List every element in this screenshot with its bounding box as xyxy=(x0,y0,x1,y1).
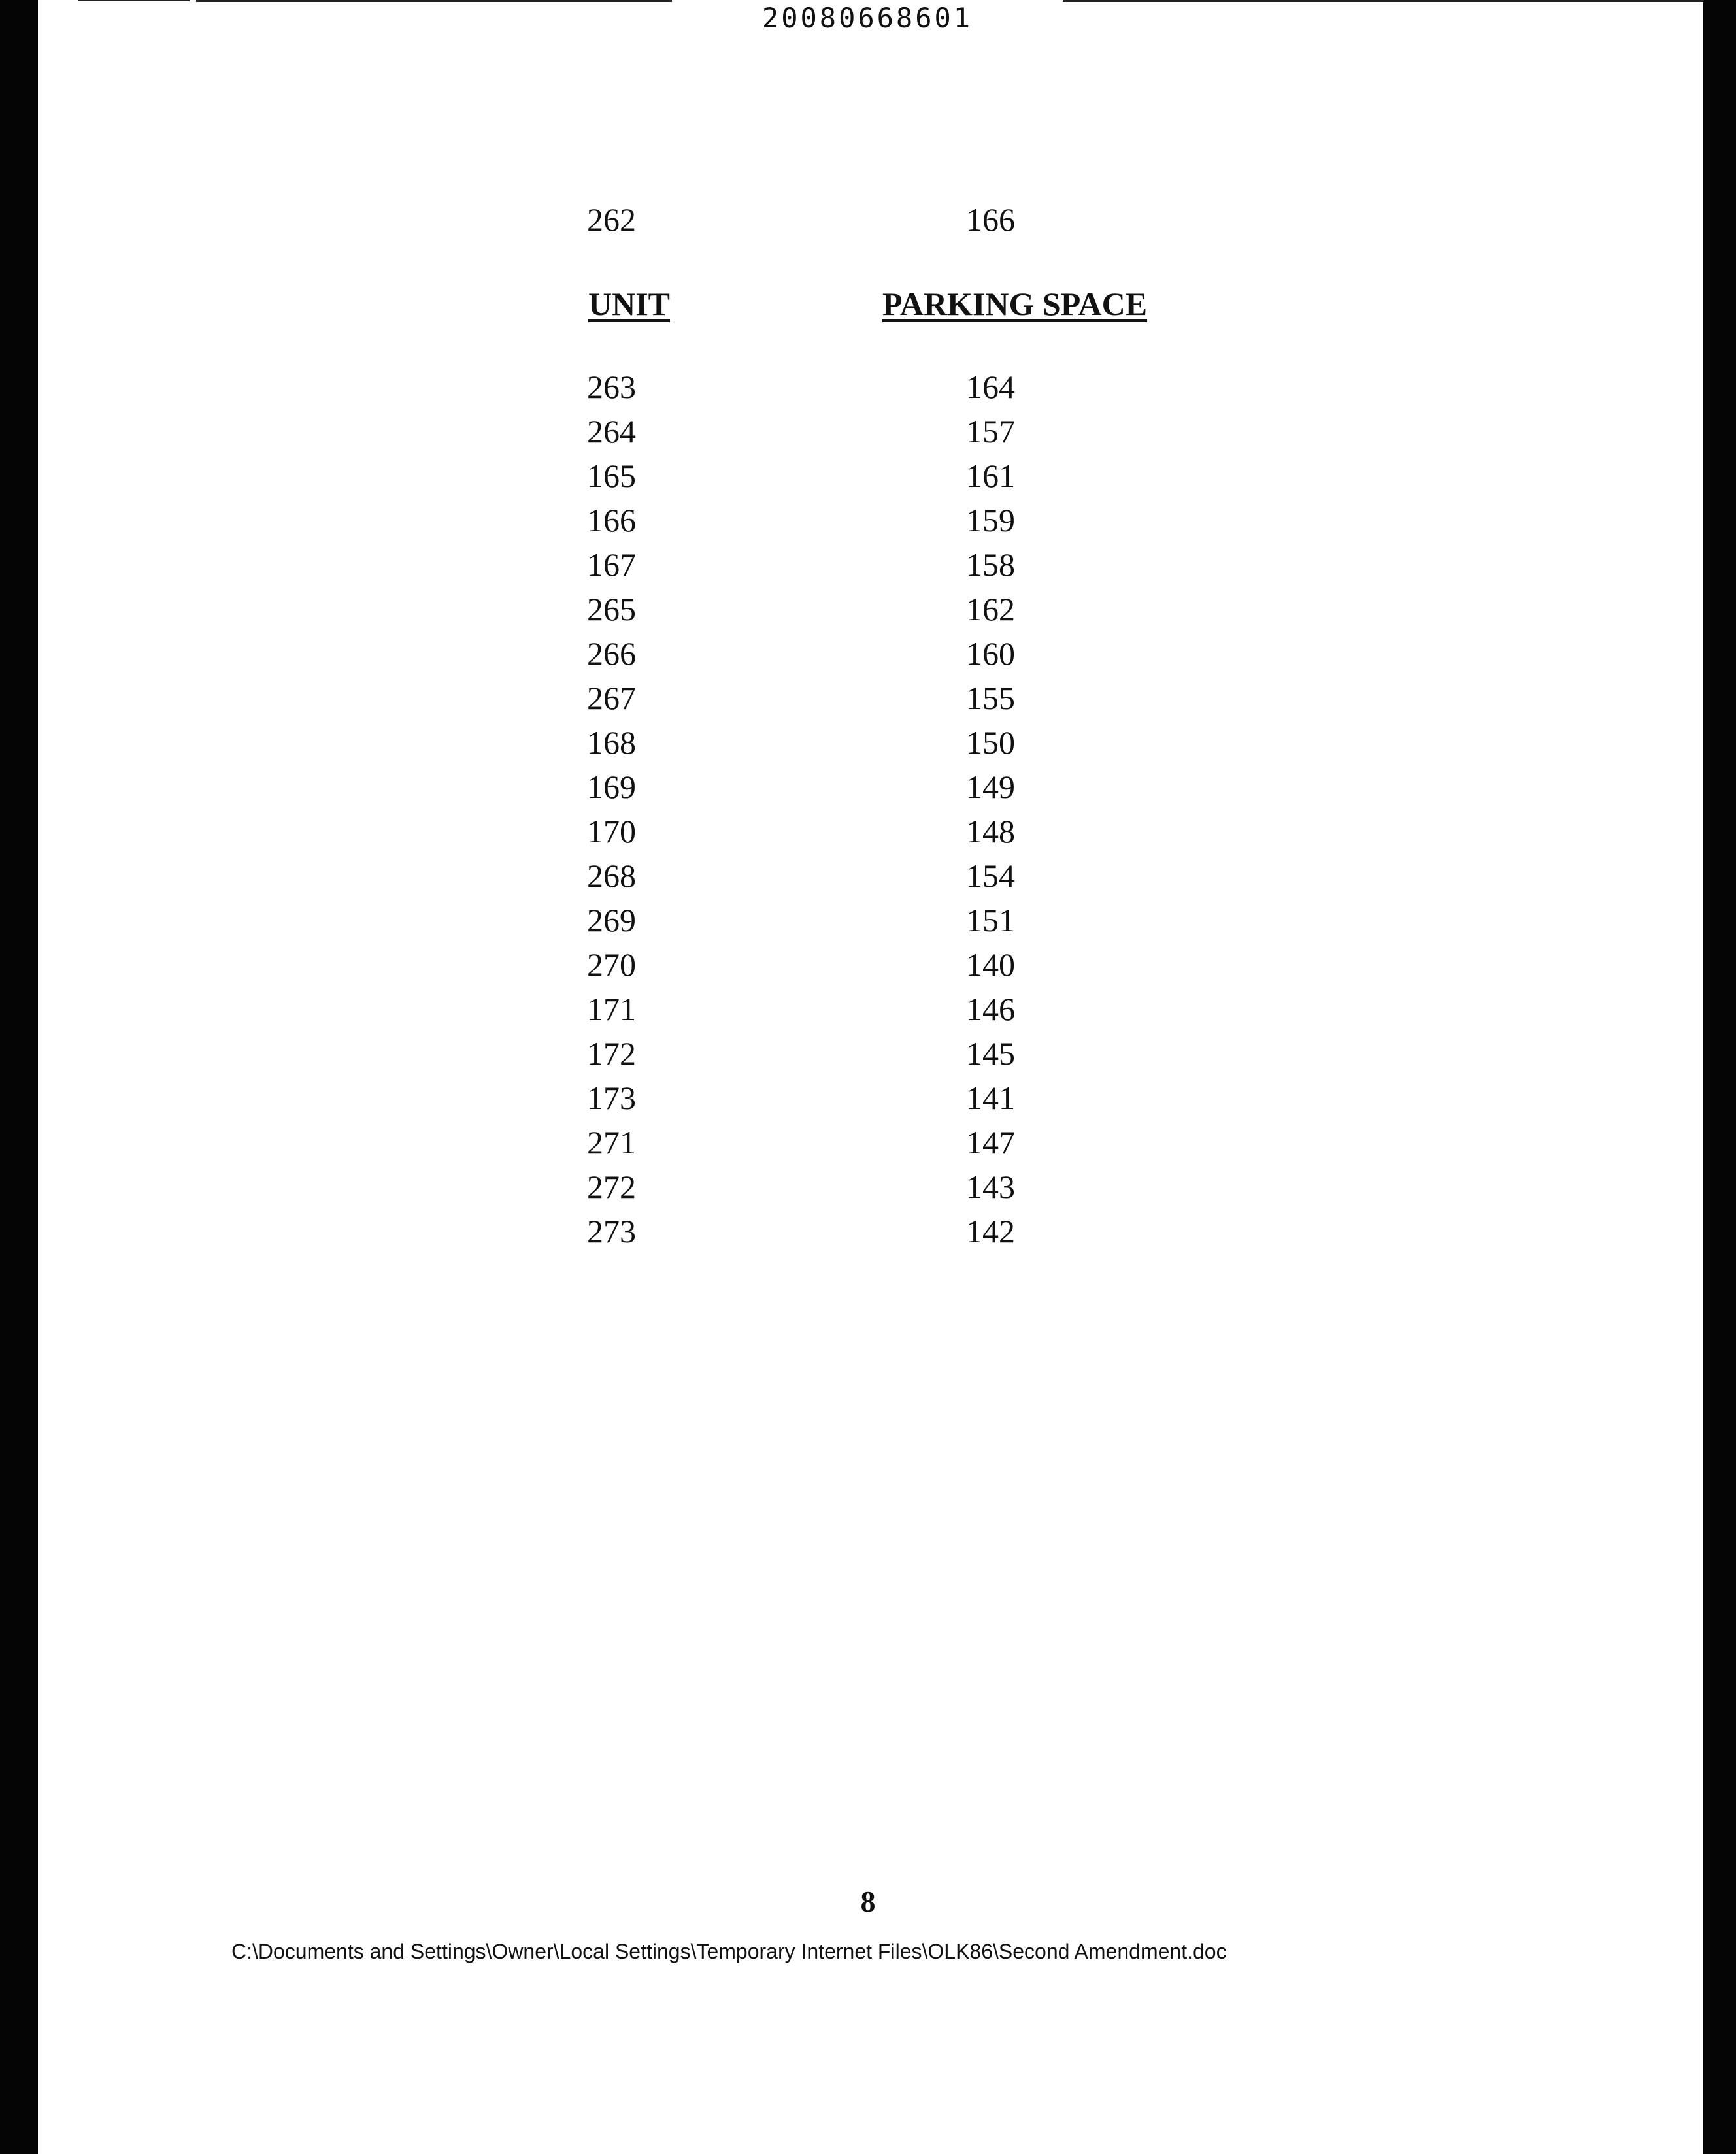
parking-space-cell: 161 xyxy=(966,457,1015,494)
unit-cell: 170 xyxy=(587,813,636,850)
table-row xyxy=(0,631,1736,676)
parking-space-cell: 164 xyxy=(966,369,1015,405)
unit-cell: 267 xyxy=(587,680,636,716)
unit-cell: 172 xyxy=(587,1035,636,1072)
unit-header: UNIT xyxy=(588,286,671,322)
parking-space-cell: 140 xyxy=(966,946,1015,983)
unit-cell: 270 xyxy=(587,946,636,983)
unit-cell: 269 xyxy=(587,902,636,938)
unit-cell: 268 xyxy=(587,857,636,894)
table-row xyxy=(0,365,1736,409)
unit-cell: 273 xyxy=(587,1213,636,1250)
parking-space-cell: 158 xyxy=(966,546,1015,583)
unit-cell: 169 xyxy=(587,769,636,805)
table-row xyxy=(0,498,1736,542)
unit-cell: 173 xyxy=(587,1080,636,1116)
parking-space-cell: 157 xyxy=(966,413,1015,450)
table-row xyxy=(0,1209,1736,1253)
unit-cell: 167 xyxy=(587,546,636,583)
parking-space-cell: 154 xyxy=(966,857,1015,894)
table-row xyxy=(0,809,1736,853)
table-row xyxy=(0,942,1736,987)
unit-cell: 171 xyxy=(587,991,636,1027)
unit-cell: 264 xyxy=(587,413,636,450)
parking-space-cell: 150 xyxy=(966,724,1015,761)
table-header xyxy=(0,281,1736,327)
page-number: 8 xyxy=(860,1885,876,1918)
parking-space-cell: 141 xyxy=(966,1080,1015,1116)
table-row xyxy=(0,409,1736,454)
top-pair-parking-space: 166 xyxy=(966,201,1015,238)
table-row xyxy=(0,853,1736,898)
table-row xyxy=(0,1031,1736,1076)
parking-space-cell: 155 xyxy=(966,680,1015,716)
document-number: 20080668601 xyxy=(761,2,973,34)
table-row xyxy=(0,1076,1736,1120)
table-row xyxy=(0,454,1736,498)
top-rule-right xyxy=(1063,0,1703,2)
parking-space-cell: 145 xyxy=(966,1035,1015,1072)
parking-space-cell: 149 xyxy=(966,769,1015,805)
table-row xyxy=(0,720,1736,765)
unit-cell: 166 xyxy=(587,502,636,538)
table-row xyxy=(0,765,1736,809)
parking-space-cell: 146 xyxy=(966,991,1015,1027)
top-pair-unit: 262 xyxy=(587,201,636,238)
parking-space-cell: 159 xyxy=(966,502,1015,538)
table-row xyxy=(0,898,1736,942)
parking-space-header: PARKING SPACE xyxy=(882,286,1148,322)
unit-cell: 271 xyxy=(587,1124,636,1161)
top-rule-left xyxy=(196,0,672,2)
parking-space-cell: 151 xyxy=(966,902,1015,938)
unit-cell: 272 xyxy=(587,1168,636,1205)
table-row xyxy=(0,987,1736,1031)
unit-cell: 266 xyxy=(587,635,636,672)
unit-cell: 168 xyxy=(587,724,636,761)
table-row xyxy=(0,676,1736,720)
parking-space-cell: 160 xyxy=(966,635,1015,672)
table-row xyxy=(0,542,1736,587)
parking-space-cell: 148 xyxy=(966,813,1015,850)
unit-cell: 265 xyxy=(587,591,636,627)
table-row xyxy=(0,1120,1736,1165)
parking-space-cell: 147 xyxy=(966,1124,1015,1161)
unit-cell: 165 xyxy=(587,457,636,494)
unit-cell: 263 xyxy=(587,369,636,405)
file-path-footer: C:\Documents and Settings\Owner\Local Settings\Temporary Internet Files\OLK86\Second Amendment.doc xyxy=(231,1940,1227,1963)
table-row xyxy=(0,587,1736,631)
table-row xyxy=(0,1165,1736,1209)
top-pair-row xyxy=(0,197,1736,242)
parking-space-cell: 143 xyxy=(966,1168,1015,1205)
parking-space-cell: 142 xyxy=(966,1213,1015,1250)
top-rule-far-left xyxy=(78,0,190,1)
parking-space-cell: 162 xyxy=(966,591,1015,627)
